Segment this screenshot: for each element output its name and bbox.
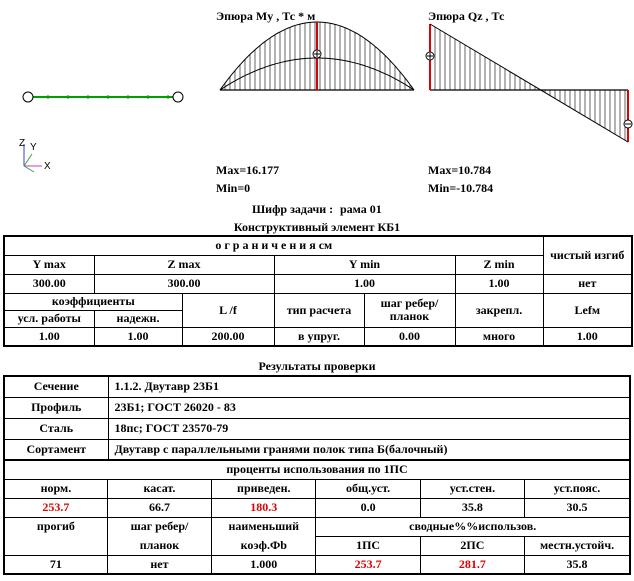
usage-val-shear: 66.7 — [107, 498, 211, 517]
usage-col-shear: касат. — [107, 479, 211, 498]
val-rib-step: 0.00 — [364, 327, 455, 346]
work-header: усл. работы — [4, 310, 94, 327]
lefm-header: Lefм — [543, 293, 632, 327]
col-zmax: Z max — [94, 255, 274, 274]
usage-val-flange-stab: 30.5 — [525, 498, 630, 517]
val-calc-type: в упруг. — [274, 327, 364, 346]
local-stab-header: местн.устойч. — [525, 536, 630, 555]
usage-val-general-stab: 0.0 — [316, 498, 420, 517]
section-table — [3, 375, 631, 461]
val-ymin: 1.00 — [274, 274, 455, 293]
val-ps1: 253.7 — [316, 555, 420, 574]
my-diagram — [212, 18, 422, 148]
usage-col-web-stab: уст.стен. — [420, 479, 524, 498]
lf-header: L /f — [182, 293, 274, 327]
val-local-stab: 35.8 — [525, 555, 630, 574]
steel-label: Сталь — [4, 418, 108, 439]
usage-header: проценты использования по 1ПС — [4, 460, 630, 479]
steel-value: 18пс; ГОСТ 23570-79 — [108, 418, 630, 439]
ps2-header: 2ПС — [420, 536, 524, 555]
my-diagram-title: Эпюра My , Тс * м — [216, 9, 316, 23]
rib-step-header-2: планок — [107, 536, 211, 555]
profile-value: 23Б1; ГОСТ 26020 - 83 — [108, 397, 630, 418]
section-label: Сечение — [4, 376, 108, 397]
rib-step-header: шаг ребер/ планок — [364, 293, 455, 327]
cipher-value: рама 01 — [340, 202, 382, 216]
col-zmin: Z min — [455, 255, 543, 274]
val-deflection: 71 — [4, 555, 107, 574]
constraints-table — [3, 235, 633, 347]
qz-max: Max=10.784 — [428, 163, 492, 177]
qz-diagram — [424, 18, 634, 148]
axis-x-label: X — [44, 161, 51, 172]
qz-diagram-title: Эпюра Qz , Тс — [428, 9, 505, 23]
col-ymin: Y min — [274, 255, 455, 274]
assortment-value: Двутавр с параллельными гранями полок типа Б(балочный) — [108, 439, 630, 460]
usage-col-reduced: приведен. — [212, 479, 316, 498]
qz-min: Min=-10.784 — [428, 181, 494, 195]
deflection-header: прогиб — [4, 517, 107, 555]
usage-col-flange-stab: уст.пояс. — [525, 479, 630, 498]
val-lf: 200.00 — [182, 327, 274, 346]
axis-z-label: Z — [19, 138, 26, 149]
element-title: Конструктивный элемент КБ1 — [233, 220, 401, 234]
usage-table — [3, 459, 631, 575]
my-min: Min=0 — [216, 181, 251, 195]
min-coef-header-1: наименьший — [212, 517, 316, 536]
val-reliab: 1.00 — [94, 327, 182, 346]
pure-bending-header: чистый изгиб — [543, 236, 632, 274]
usage-val-web-stab: 35.8 — [420, 498, 524, 517]
my-max: Max=16.177 — [216, 163, 280, 177]
usage-col-general-stab: общ.уст. — [316, 479, 420, 498]
val-rib-step-2: нет — [107, 555, 211, 574]
rib-step-header-1: шаг ребер/ — [107, 517, 211, 536]
axes-icon — [16, 136, 60, 176]
val-pure-bending: нет — [543, 274, 632, 293]
usage-val-reduced: 180.3 — [212, 498, 316, 517]
cipher-label: Шифр задачи : — [252, 202, 334, 216]
val-ymax: 300.00 — [4, 274, 94, 293]
val-lefm: 1.00 — [543, 327, 632, 346]
profile-label: Профиль — [4, 397, 108, 418]
section-value: 1.1.2. Двутавр 23Б1 — [108, 376, 630, 397]
coeffs-header: коэффициенты — [4, 293, 182, 310]
usage-val-norm: 253.7 — [4, 498, 107, 517]
calc-type-header: тип расчета — [274, 293, 364, 327]
reliab-header: надежн. — [94, 310, 182, 327]
val-zmax: 300.00 — [94, 274, 274, 293]
beam-scheme — [18, 86, 192, 108]
axis-y-label: Y — [30, 142, 37, 153]
col-ymax: Y max — [4, 255, 94, 274]
val-work: 1.00 — [4, 327, 94, 346]
constraints-header: о г р а н и ч е н и я см — [4, 236, 543, 255]
val-min-coef: 1.000 — [212, 555, 316, 574]
min-coef-header-2: коэф.Фb — [212, 536, 316, 555]
ps1-header: 1ПС — [316, 536, 420, 555]
results-title: Результаты проверки — [258, 359, 376, 373]
fixing-header: закрепл. — [455, 293, 543, 327]
usage-col-norm: норм. — [4, 479, 107, 498]
assortment-label: Сортамент — [4, 439, 108, 460]
val-zmin: 1.00 — [455, 274, 543, 293]
val-fixing: много — [455, 327, 543, 346]
val-ps2: 281.7 — [420, 555, 524, 574]
summary-header: сводные%%использов. — [316, 517, 630, 536]
